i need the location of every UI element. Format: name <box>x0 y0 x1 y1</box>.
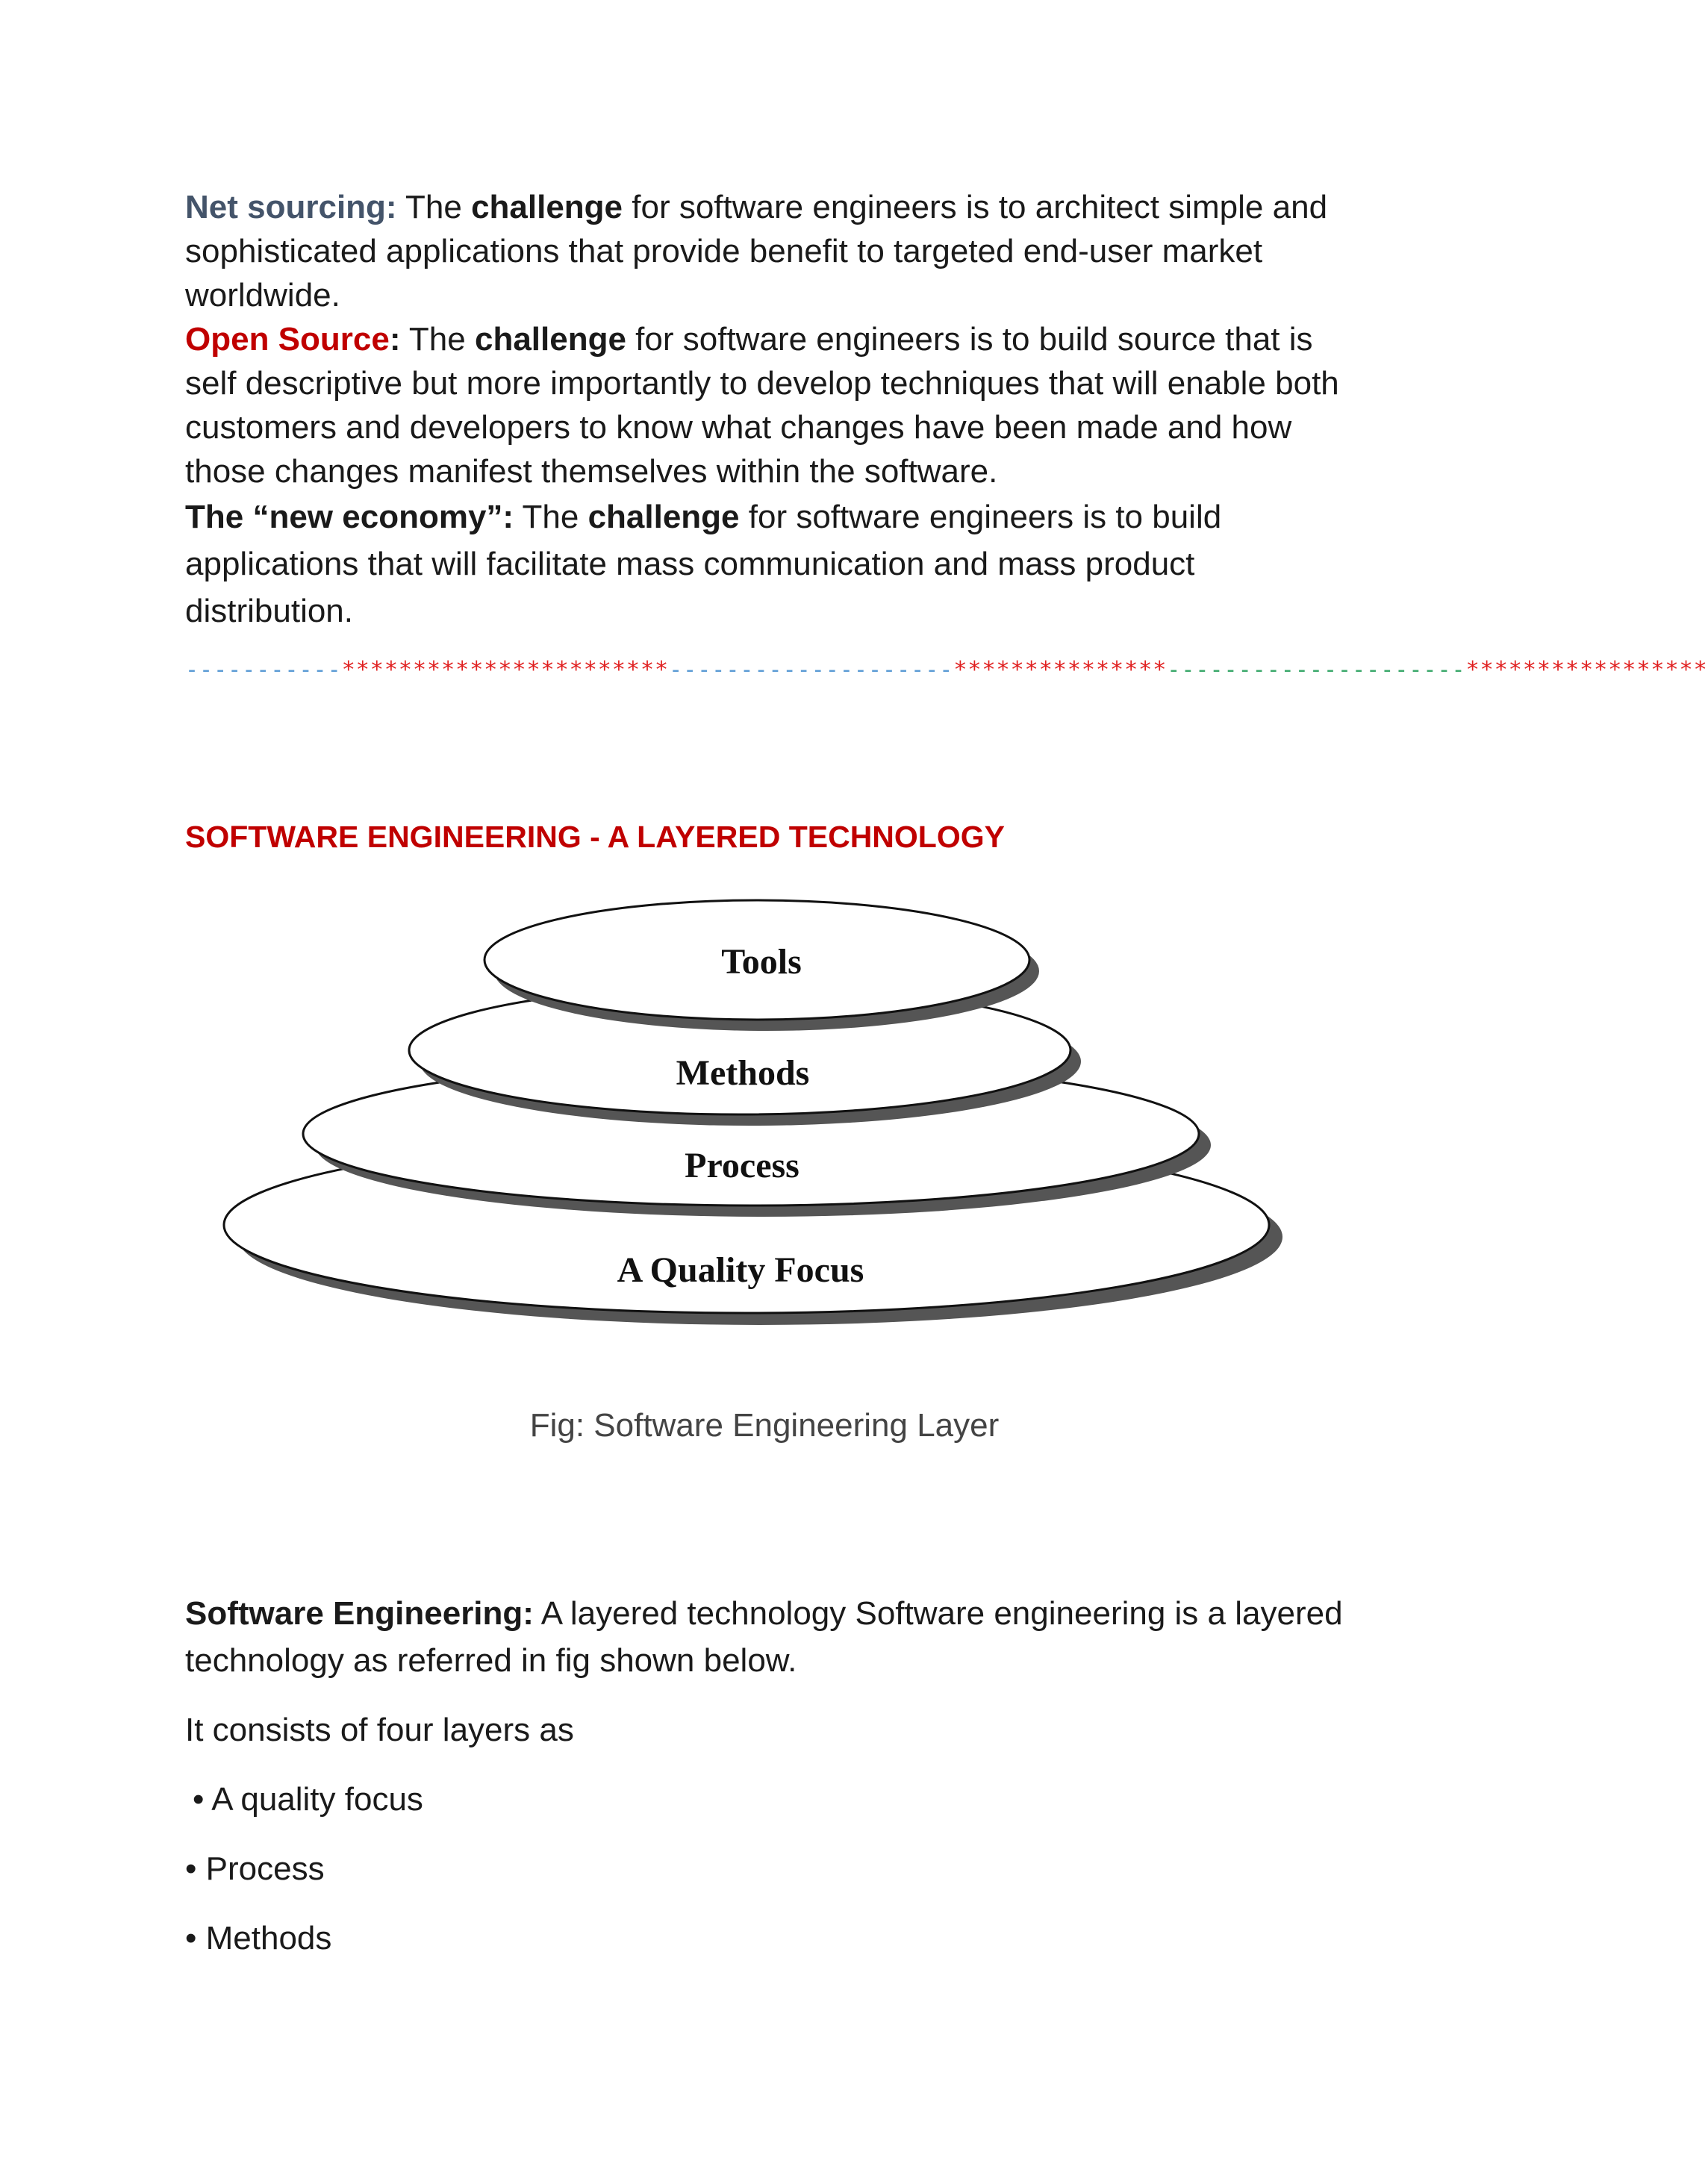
bullet-icon: • <box>185 1850 197 1887</box>
software-engineering-paragraph <box>185 1590 1350 1684</box>
list-item <box>193 1781 423 1818</box>
open-source-text: for software engineers is to build source that is self descriptive but more importantly to develop techniques that will enable both customers and developers to know what changes have been made and how those changes manifest themselves within the software. <box>185 321 1339 490</box>
divider-stars-1: *********************** <box>341 657 670 683</box>
list-item <box>185 1920 331 1957</box>
bullet-icon: • <box>185 1920 197 1956</box>
consists-text: It consists of four layers as <box>185 1712 574 1748</box>
new-economy-label: The “new economy”: <box>185 499 514 535</box>
divider-dashes-1: ----------- <box>185 657 342 683</box>
list-item-text: A quality focus <box>211 1781 423 1818</box>
list-item-text: Process <box>205 1850 325 1887</box>
open-source-challenge: challenge <box>474 321 626 358</box>
open-source-paragraph <box>185 317 1350 493</box>
methods-layer-label: Methods <box>676 1053 810 1093</box>
section-heading: SOFTWARE ENGINEERING - A LAYERED TECHNOLOGY <box>185 820 1005 854</box>
divider-stars-2: *************** <box>953 657 1168 683</box>
net-sourcing-label: Net sourcing: <box>185 189 397 225</box>
decorative-divider <box>185 655 1708 685</box>
open-source-pre: The <box>400 321 475 358</box>
bullet-icon: • <box>193 1781 205 1818</box>
net-sourcing-paragraph <box>185 185 1350 317</box>
open-source-colon: : <box>389 321 401 358</box>
new-economy-text: for software engineers is to build applications that will facilitate mass communication and mass product distribution. <box>185 499 1222 629</box>
new-economy-pre: The <box>514 499 588 535</box>
divider-dashes-3: --------------------- <box>1167 657 1466 683</box>
new-economy-challenge: challenge <box>587 499 740 535</box>
layered-technology-figure <box>202 892 1299 1355</box>
net-sourcing-text: for software engineers is to architect simple and sophisticated applications that provide benefit to targeted end-user market worldwide. <box>185 189 1328 314</box>
figure-caption: Fig: Software Engineering Layer <box>529 1407 1000 1444</box>
divider-stars-3: ***************** <box>1465 657 1708 683</box>
open-source-label: Open Source <box>185 321 390 358</box>
process-layer-label: Process <box>685 1146 800 1185</box>
software-engineering-label: Software Engineering: <box>185 1595 534 1632</box>
tools-layer-label: Tools <box>721 942 802 982</box>
net-sourcing-pre: The <box>396 189 472 225</box>
list-item <box>185 1850 325 1888</box>
quality-layer-label: A Quality Focus <box>617 1250 864 1290</box>
list-item-text: Methods <box>205 1920 332 1956</box>
new-economy-paragraph <box>185 493 1350 634</box>
divider-dashes-2: -------------------- <box>669 657 954 683</box>
software-engineering-text: A layered technology Software engineering is a layered technology as referred in fig shown below. <box>185 1595 1343 1679</box>
net-sourcing-challenge: challenge <box>471 189 623 225</box>
